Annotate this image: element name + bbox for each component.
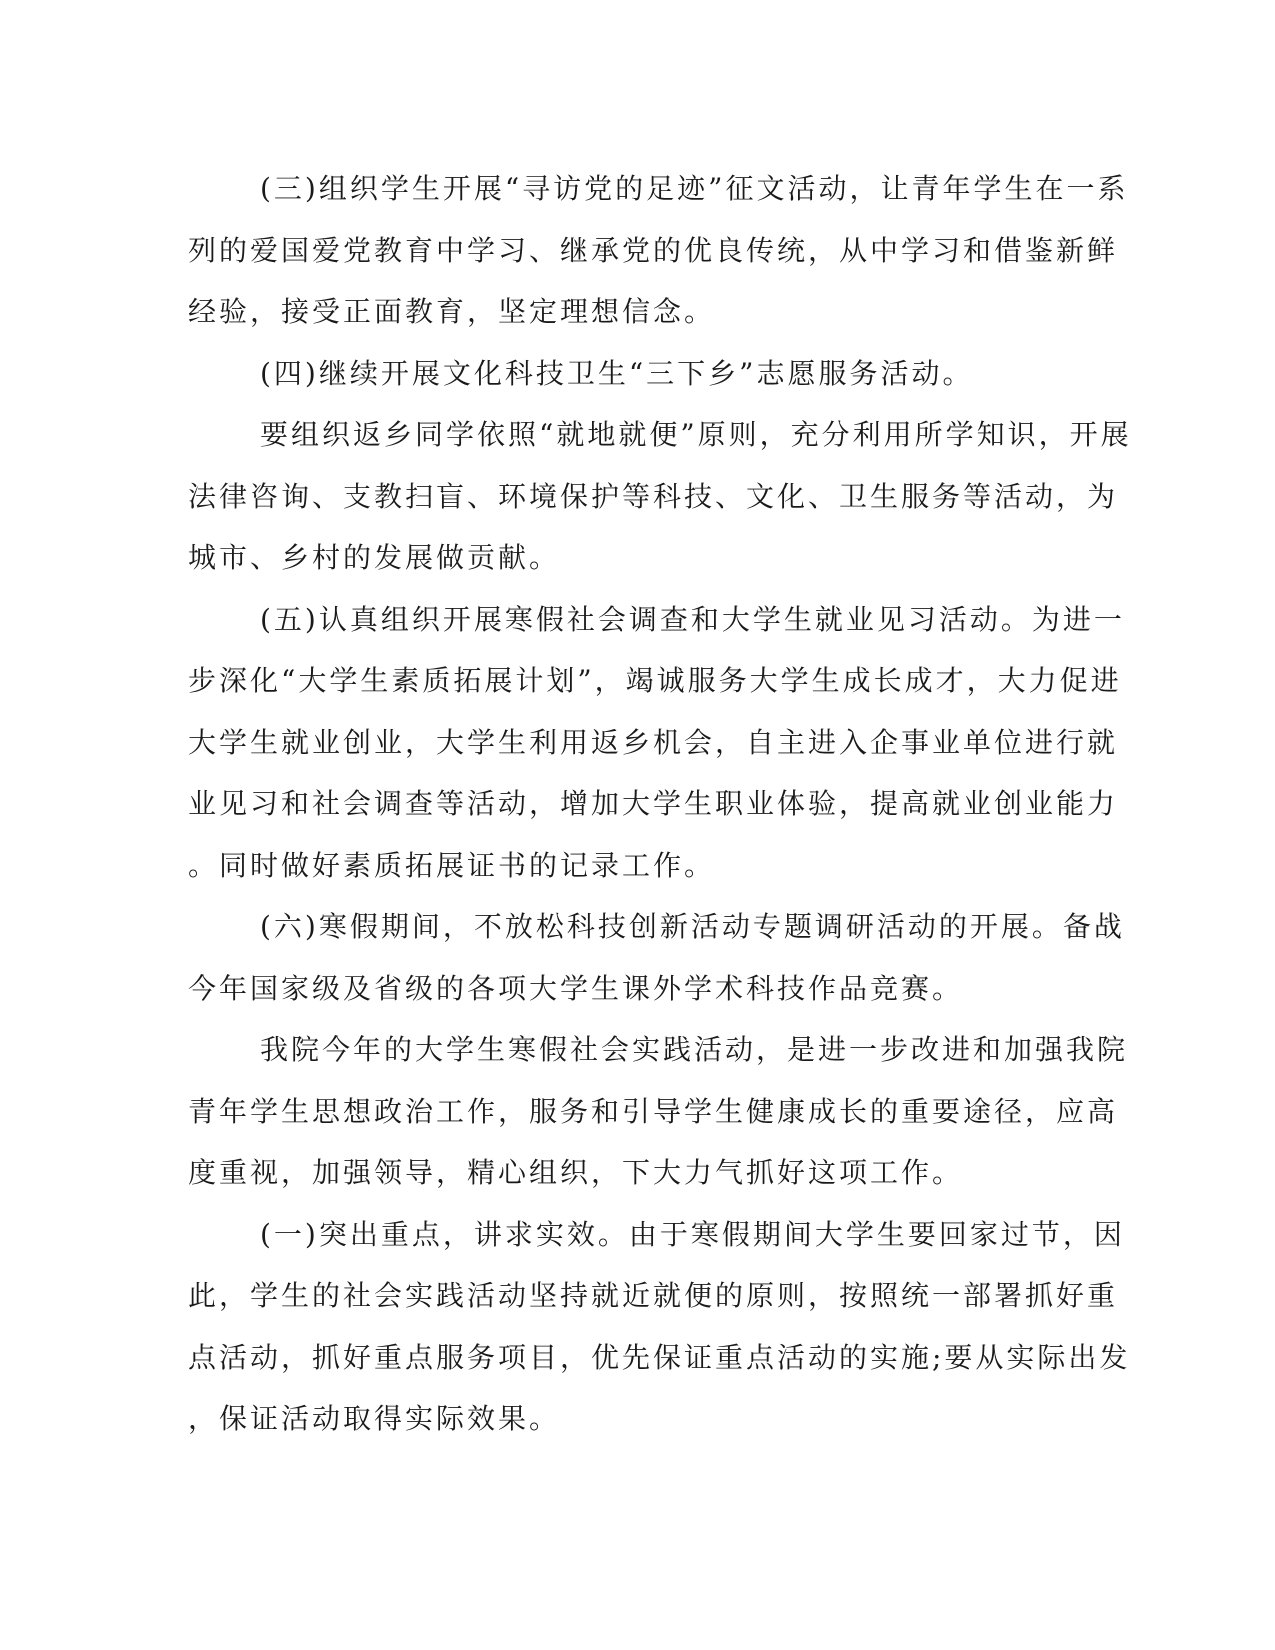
text-line: 。同时做好素质拓展证书的记录工作。 bbox=[188, 848, 716, 882]
text-line: 此，学生的社会实践活动坚持就近就便的原则，按照统一部署抓好重 bbox=[188, 1279, 1119, 1312]
text-line: (四)继续开展文化科技卫生“三下乡”志愿服务活动。 bbox=[260, 356, 974, 390]
text-line: 点活动，抓好重点服务项目，优先保证重点活动的实施;要从实际出发 bbox=[188, 1340, 1131, 1374]
text-line: 今年国家级及省级的各项大学生课外学术科技作品竞赛。 bbox=[188, 971, 964, 1005]
text-line: (五)认真组织开展寒假社会调查和大学生就业见习活动。为进一 bbox=[260, 602, 1125, 636]
text-line: (六)寒假期间，不放松科技创新活动专题调研活动的开展。备战 bbox=[260, 910, 1125, 943]
text-line: (三)组织学生开展“寻访党的足迹”征文活动，让青年学生在一系 bbox=[260, 172, 1129, 205]
text-line: 我院今年的大学生寒假社会实践活动，是进一步改进和加强我院 bbox=[260, 1033, 1129, 1066]
text-line: (一)突出重点，讲求实效。由于寒假期间大学生要回家过节，因 bbox=[260, 1217, 1125, 1251]
text-line: 法律咨询、支教扫盲、环境保护等科技、文化、卫生服务等活动，为 bbox=[188, 479, 1119, 513]
text-line: 青年学生思想政治工作，服务和引导学生健康成长的重要途径，应高 bbox=[188, 1094, 1119, 1128]
text-line: 度重视，加强领导，精心组织，下大力气抓好这项工作。 bbox=[188, 1156, 964, 1189]
text-line: 列的爱国爱党教育中学习、继承党的优良传统，从中学习和借鉴新鲜 bbox=[188, 233, 1119, 267]
text-line: 经验，接受正面教育，坚定理想信念。 bbox=[188, 295, 716, 328]
text-line: 业见习和社会调查等活动，增加大学生职业体验，提高就业创业能力 bbox=[188, 787, 1119, 820]
text-line: 要组织返乡同学依照“就地就便”原则，充分利用所学知识，开展 bbox=[260, 418, 1132, 451]
text-line: 城市、乡村的发展做贡献。 bbox=[188, 541, 561, 574]
document-body bbox=[188, 158, 1132, 1450]
text-line: 大学生就业创业，大学生利用返乡机会，自主进入企事业单位进行就 bbox=[188, 725, 1119, 759]
text-line: 步深化“大学生素质拓展计划”，竭诚服务大学生成长成才，大力促进 bbox=[188, 664, 1122, 697]
text-line: ，保证活动取得实际效果。 bbox=[188, 1402, 561, 1435]
